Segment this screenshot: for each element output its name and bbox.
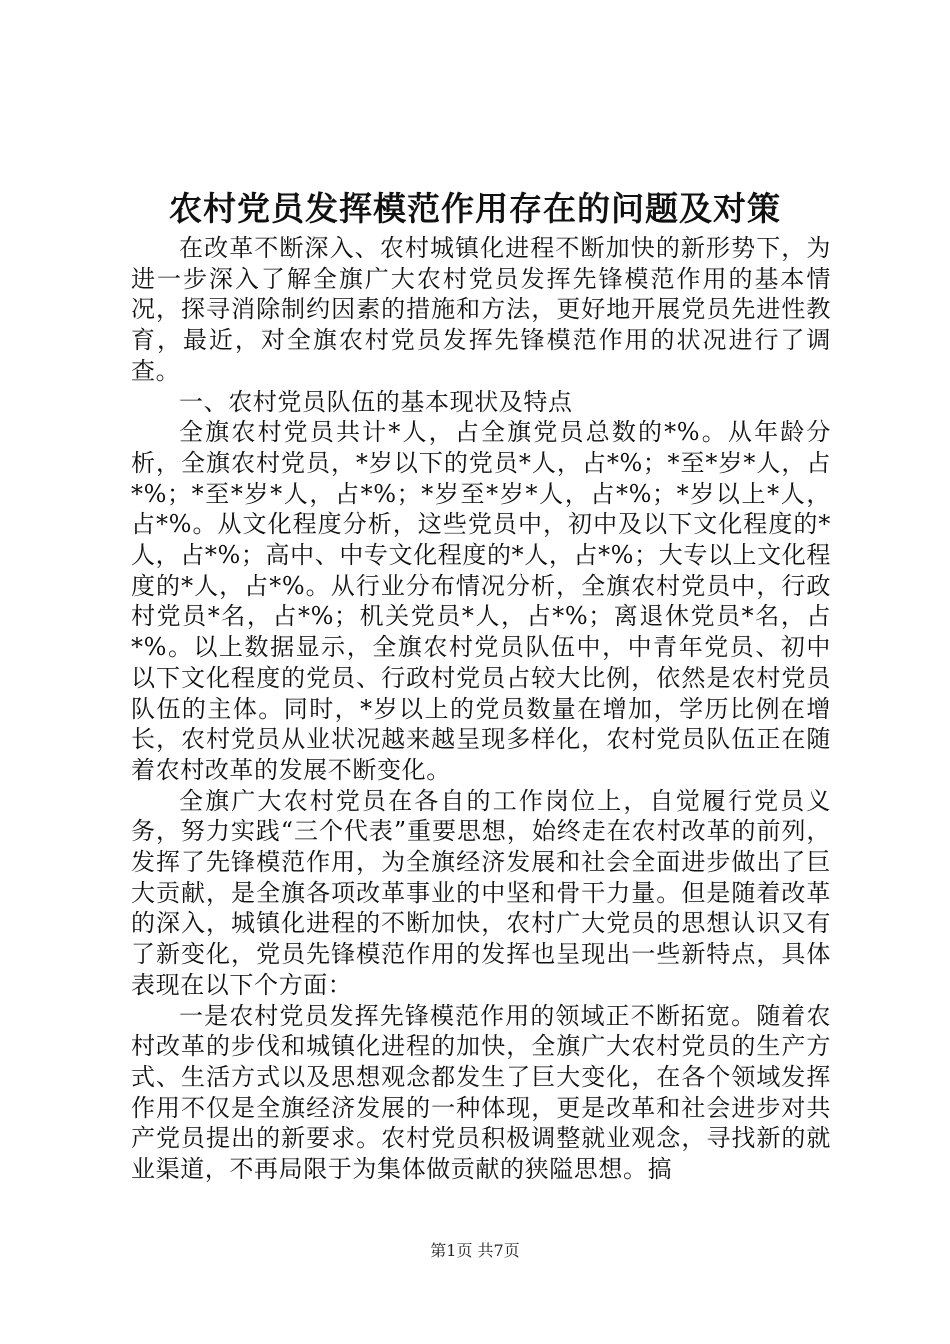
page-number-footer: 第1页 共7页 bbox=[430, 1241, 520, 1260]
section-heading-1: 一、农村党员队伍的基本现状及特点 bbox=[179, 387, 573, 416]
document-title: 农村党员发挥模范作用存在的问题及对策 bbox=[169, 189, 781, 228]
paragraph-intro: 在改革不断深入、农村城镇化进程不断加快的新形势下，为进一步深入了解全旗广大农村党员发挥先锋模范作用的基本情况，探寻消除制约因素的措施和方法，更好地开展党员先进性教育，最近，对全旗农村党员发挥先锋模范作用的状况进行了调查。 bbox=[131, 234, 831, 385]
paragraph-role: 全旗广大农村党员在各自的工作岗位上，自觉履行党员义务，努力实践“三个代表”重要思想，始终走在农村改革的前列，发挥了先锋模范作用，为全旗经济发展和社会全面进步做出了巨大贡献，是全旗各项改革事业的中坚和骨干力量。但是随着改革的深入，城镇化进程的不断加快，农村广大党员的思想认识又有了新变化，党员先锋模范作用的发挥也呈现出一些新特点，具体表现在以下个方面： bbox=[131, 786, 831, 999]
document-body bbox=[131, 233, 831, 1185]
paragraph-statistics: 全旗农村党员共计*人，占全旗党员总数的*%。从年龄分析，全旗农村党员，*岁以下的党员*人，占*%；*至*岁*人，占*%；*至*岁*人，占*%；*岁至*岁*人，占*%；*岁以上*人，占*%。从文化程度分析，这些党员中，初中及以下文化程度的*人，占*%；高中、中专文化程度的*人，占*%；大专以上文化程度的*人，占*%。从行业分布情况分析，全旗农村党员中，行政村党员*名，占*%；机关党员*人，占*%；离退休党员*名，占*%。以上数据显示，全旗农村党员队伍中，中青年党员、初中以下文化程度的党员、行政村党员占较大比例，依然是农村党员队伍的主体。同时，*岁以上的党员数量在增加，学历比例在增长，农村党员从业状况越来越呈现多样化，农村党员队伍正在随着农村改革的发展不断变化。 bbox=[131, 418, 831, 784]
paragraph-point-one: 一是农村党员发挥先锋模范作用的领域正不断拓宽。随着农村改革的步伐和城镇化进程的加快，全旗广大农村党员的生产方式、生活方式以及思想观念都发生了巨大变化，在各个领域发挥作用不仅是全旗经济发展的一种体现，更是改革和社会进步对共产党员提出的新要求。农村党员积极调整就业观念，寻找新的就业渠道，不再局限于为集体做贡献的狭隘思想。搞 bbox=[131, 1001, 831, 1184]
